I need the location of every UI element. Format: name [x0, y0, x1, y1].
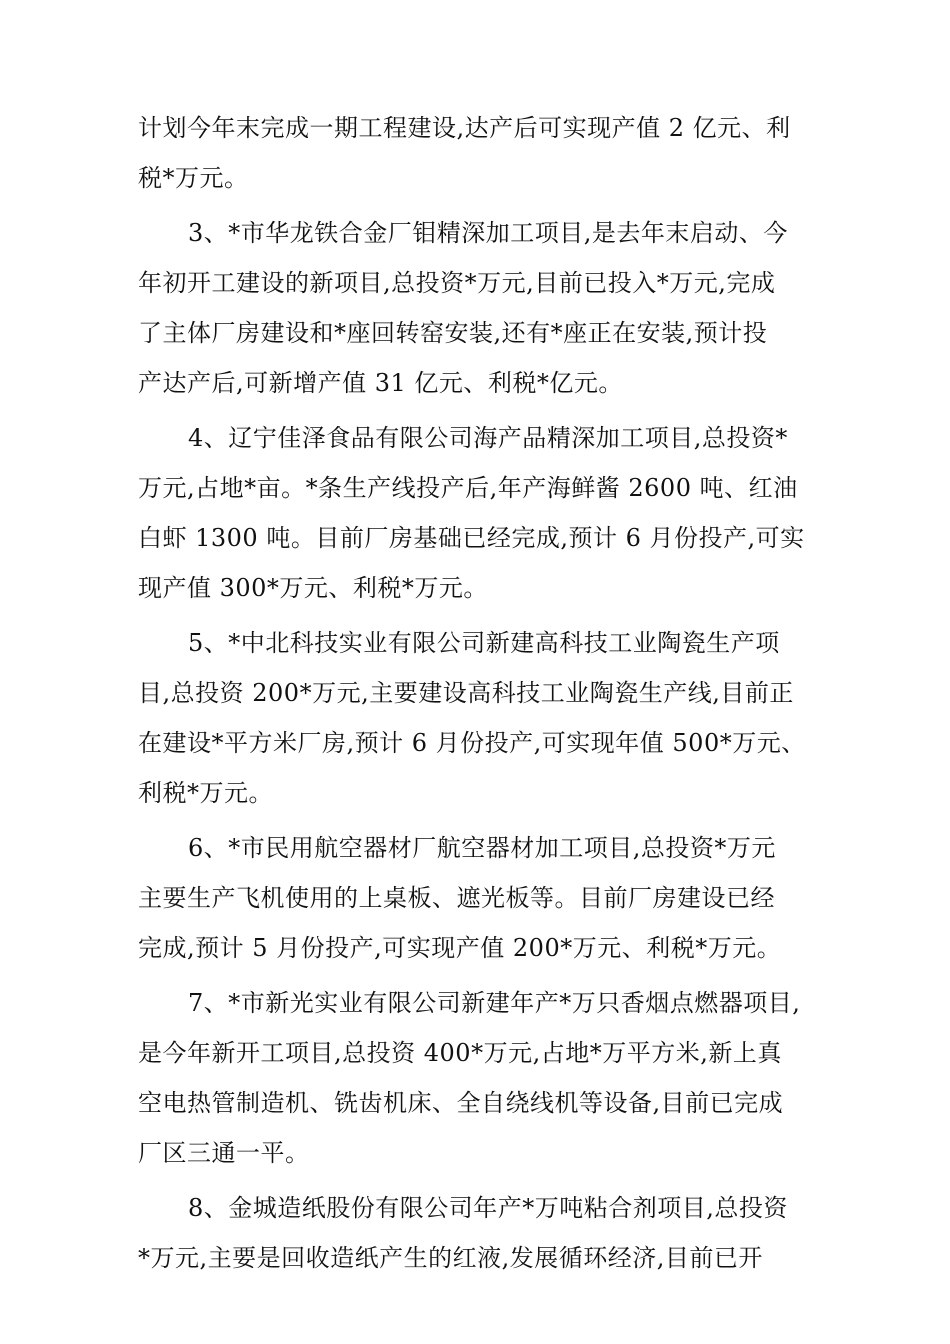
text-line: 利税*万元。 — [138, 779, 273, 807]
text-line: 5、*中北科技实业有限公司新建高科技工业陶瓷生产项 — [188, 629, 780, 657]
text-line: *万元,主要是回收造纸产生的红液,发展循环经济,目前已开 — [138, 1244, 763, 1272]
paragraph-item-3 — [138, 208, 823, 408]
text-line: 8、金城造纸股份有限公司年产*万吨粘合剂项目,总投资 — [188, 1194, 788, 1222]
text-line: 了主体厂房建设和*座回转窑安装,还有*座正在安装,预计投 — [138, 319, 768, 347]
paragraph-item-4 — [138, 413, 823, 613]
text-line: 主要生产飞机使用的上桌板、遮光板等。目前厂房建设已经 — [138, 884, 775, 912]
text-line: 现产值 300*万元、利税*万元。 — [138, 574, 488, 602]
text-line: 年初开工建设的新项目,总投资*万元,目前已投入*万元,完成 — [138, 269, 776, 297]
text-line: 目,总投资 200*万元,主要建设高科技工业陶瓷生产线,目前正 — [138, 679, 794, 707]
text-line: 4、辽宁佳泽食品有限公司海产品精深加工项目,总投资* — [188, 424, 788, 452]
paragraph-item-8 — [138, 1183, 823, 1283]
text-line: 完成,预计 5 月份投产,可实现产值 200*万元、利税*万元。 — [138, 934, 782, 962]
text-line: 在建设*平方米厂房,预计 6 月份投产,可实现年值 500*万元、 — [138, 729, 806, 757]
text-line: 万元,占地*亩。*条生产线投产后,年产海鲜酱 2600 吨、红油 — [138, 474, 798, 502]
text-line: 是今年新开工项目,总投资 400*万元,占地*万平方米,新上真 — [138, 1039, 782, 1067]
paragraph-item-6 — [138, 823, 823, 973]
paragraph-item-5 — [138, 618, 823, 818]
text-line: 空电热管制造机、铣齿机床、全自绕线机等设备,目前已完成 — [138, 1089, 784, 1117]
text-line: 厂区三通一平。 — [138, 1139, 310, 1167]
text-line: 白虾 1300 吨。目前厂房基础已经完成,预计 6 月份投产,可实 — [138, 524, 805, 552]
text-line: 7、*市新光实业有限公司新建年产*万只香烟点燃器项目, — [188, 989, 801, 1017]
paragraph-continuation — [138, 103, 823, 203]
text-line: 3、*市华龙铁合金厂钼精深加工项目,是去年末启动、今 — [188, 219, 788, 247]
text-line: 税*万元。 — [138, 164, 249, 192]
text-line: 产达产后,可新增产值 31 亿元、利税*亿元。 — [138, 369, 623, 397]
text-line: 6、*市民用航空器材厂航空器材加工项目,总投资*万元 — [188, 834, 776, 862]
paragraph-item-7 — [138, 978, 823, 1178]
document-body — [138, 103, 823, 1283]
text-line: 计划今年末完成一期工程建设,达产后可实现产值 2 亿元、利 — [138, 114, 791, 142]
